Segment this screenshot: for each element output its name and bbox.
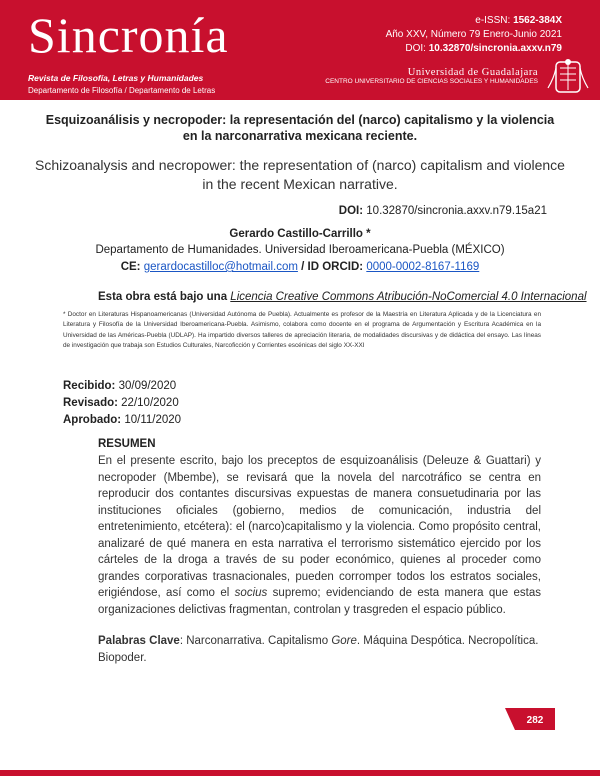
license-link[interactable]: Licencia Creative Commons Atribución-NoComercial 4.0 Internacional (230, 291, 587, 303)
author-name: Gerardo Castillo-Carrillo * (229, 228, 371, 240)
abstract-part-b: supremo; evidenciando de esta manera que estas organizaciones delictivas fragmentan, controlan y trasgreden el espacio público. (98, 587, 541, 616)
university-center: CENTRO UNIVERSITARIO DE CIENCIAS SOCIALES Y HUMANIDADES (325, 78, 538, 85)
received-label: Recibido: (63, 380, 116, 392)
page-number-badge (505, 708, 555, 730)
license-prefix: Esta obra está bajo una (98, 291, 231, 303)
issn-value: 1562-384X (513, 15, 562, 26)
keywords-part-a: : Narconarrativa. Capitalismo (179, 635, 332, 647)
approved-value: 10/11/2020 (121, 414, 182, 426)
header-doi-value: 10.32870/sincronia.axxv.n79 (428, 43, 562, 54)
issue-number: Año XXV, Número 79 Enero-Junio 2021 (385, 29, 562, 40)
title-en-line-2: in the recent Mexican narrative. (202, 176, 398, 192)
footer-bar (0, 770, 600, 776)
article-title-spanish (30, 112, 570, 144)
abstract-part-a: En el presente escrito, bajo los preceptos de esquizoanálisis (Deleuze & Guattari) y necropoder (Mbembe), se revisará que la novela del narcotráfico se centra en reproducir dos contantes discursivas expuestas de manera consuetudinaria por las instituciones oficiales (gobierno, medios de comunicación, industria del entretenimiento, etcétera): el (narco)capitalismo y la violencia. Como propósito central, analizaré de qué manera en esta narrativa el terrorismo sistemático ejercido por los cárteles de la droga a través de su poder económico, quienes al proceder como grandes corporativas trasnacionales, pueden corromper todos los estratos sociales, erigiéndose, así como el (98, 455, 541, 599)
keywords-part-b: . Máquina Despótica. Necropolítica. Biopoder. (98, 635, 539, 664)
journal-subtitle: Revista de Filosofía, Letras y Humanidades (28, 73, 204, 83)
approved-label: Aprobado: (63, 414, 122, 426)
revised-label: Revisado: (63, 397, 118, 409)
issn-label: e-ISSN: (475, 15, 514, 26)
keywords-label: Palabras Clave (98, 635, 180, 647)
abstract-heading: RESUMEN (98, 438, 156, 450)
author-affiliation: Departamento de Humanidades. Universidad Iberoamericana-Puebla (MÉXICO) (95, 244, 505, 256)
university-block (325, 67, 538, 85)
abstract-socius: socius (234, 587, 268, 599)
revised-date (63, 395, 181, 412)
doi-value[interactable]: 10.32870/sincronia.axxv.n79.15a21 (363, 205, 547, 217)
journal-department: Departamento de Filosofía / Departamento de Letras (28, 86, 216, 95)
university-seal-icon (542, 58, 594, 96)
title-en-line-1: Schizoanalysis and necropower: the representation of (narco) capitalism and violence (35, 157, 565, 173)
license-statement (98, 291, 587, 303)
issue-info (386, 14, 562, 56)
doi-label: DOI: (338, 205, 364, 217)
revised-value: 22/10/2020 (117, 397, 179, 409)
journal-header (0, 0, 600, 100)
ce-label: CE: (120, 261, 141, 273)
orcid-label: / ID ORCID: (297, 261, 364, 273)
orcid-link[interactable]: 0000-0002-8167-1169 (366, 261, 480, 273)
article-title-english (30, 156, 570, 194)
article-dates (63, 378, 181, 429)
author-email-link[interactable]: gerardocastilloc@hotmail.com (143, 261, 298, 273)
approved-date (63, 412, 181, 429)
page-number: 282 (526, 715, 544, 726)
author-contact (30, 261, 570, 273)
keywords (98, 633, 541, 666)
university-name: Universidad de Guadalajara (407, 67, 538, 78)
abstract-text (98, 453, 541, 618)
received-date (63, 378, 181, 395)
title-es-line-2: en la narconarrativa mexicana reciente. (182, 129, 418, 143)
journal-logo: Sincronía (28, 7, 229, 63)
received-value: 30/09/2020 (115, 380, 177, 392)
author-footnote: * Doctor en Literaturas Hispanoamericanas (Universidad Autónoma de Puebla). Actualmente es profesor de la Maestría en Literatura Aplicada y de la Licenciatura en Literatura y Filosofía de la Universidad Iberoamericana-Puebla. Asimismo, colabora como docente en el programa de Argumentación y Escritura Académica en la Universidad de las Américas-Puebla (UDLAP). Ha impartido diversos talleres de apreciación literaria, de modalidades discursivas y de didáctica del ensayo. Las líneas de investigación que trabaja son Estudios Culturales, Narcoficción y Corrientes escénicas del siglo XX-XXI (63, 311, 541, 350)
title-es-line-1: Esquizoanálisis y necropoder: la representación del (narco) capitalismo y la violencia (45, 113, 555, 127)
header-doi-label: DOI: (405, 43, 429, 54)
keywords-gore: Gore (331, 635, 357, 647)
article-doi (339, 205, 547, 217)
